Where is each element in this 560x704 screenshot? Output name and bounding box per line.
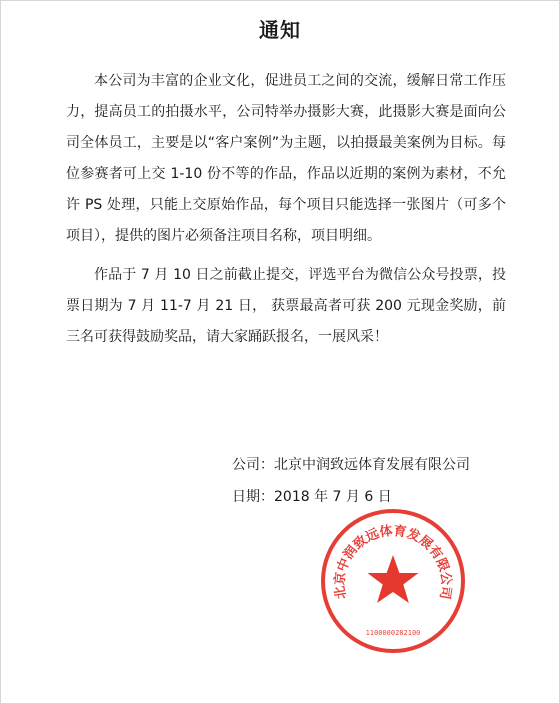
notice-title: 通知: [259, 18, 301, 42]
notice-paragraph-1: 本公司为丰富的企业文化，促进员工之间的交流，缓解日常工作压力，提高员工的拍摄水平，公司特举办摄影大赛，此摄影大赛是面向公司全体员工，主要是以“客户案例”为主题，以拍摄最美案例为目标。每位参赛者可上交 1-10 份不等的作品，作品以近期的案例为素材，不允许 PS 处理，只能上交原始作品，每个项目只能选择一张图片（可多个项目），提供的图片必须备注项目名称，项目明细。: [66, 73, 506, 244]
company-seal: [318, 506, 468, 656]
seal-arc-text: 北京中润致远体育发展有限公司: [332, 523, 454, 601]
star-icon: [368, 555, 419, 603]
signature-company: 公司：北京中润致远体育发展有限公司: [232, 457, 470, 473]
seal-number: 1100000282100: [365, 629, 421, 637]
notice-paragraph-2: 作品于 7 月 10 日之前截止提交，评选平台为微信公众号投票，投票日期为 7 月 11-7 月 21 日， 获票最高者可获 200 元现金奖励，前三名可获得鼓励奖品，请大家踊跃报名，一展风采！: [66, 267, 506, 345]
signature-date: 日期：2018 年 7 月 6 日: [232, 489, 392, 505]
